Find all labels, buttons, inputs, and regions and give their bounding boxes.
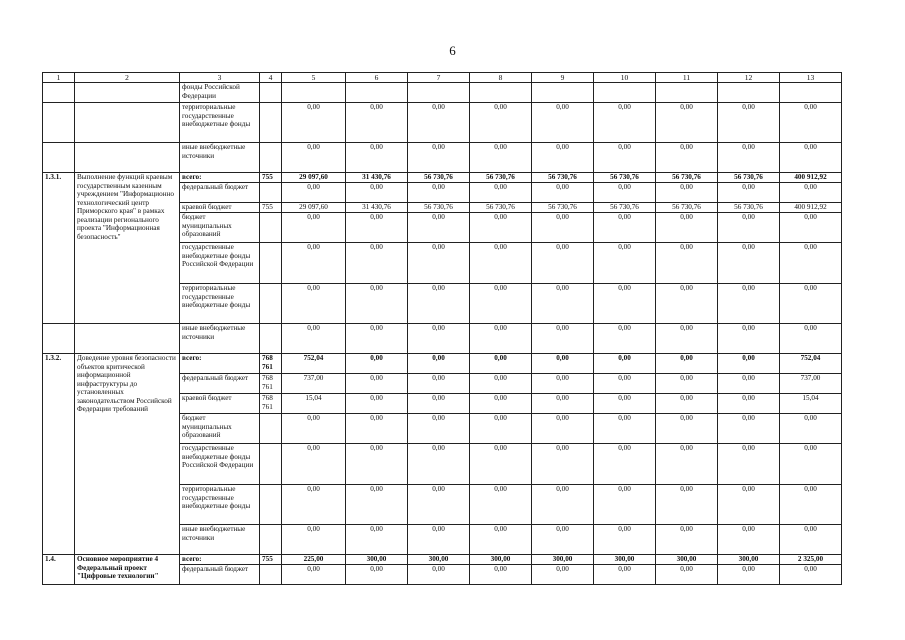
value-cell: 0,00 xyxy=(346,213,408,243)
table-row xyxy=(43,103,842,143)
value-cell: 0,00 xyxy=(656,213,718,243)
value-cell: 300,00 xyxy=(718,555,780,565)
item-number-cell: 1.3.1. xyxy=(43,173,75,324)
value-cell: 0,00 xyxy=(346,485,408,525)
value-cell xyxy=(656,83,718,103)
value-cell: 0,00 xyxy=(532,284,594,324)
value-cell: 0,00 xyxy=(408,183,470,203)
value-cell: 0,00 xyxy=(282,183,346,203)
value-cell: 0,00 xyxy=(532,243,594,284)
value-cell: 0,00 xyxy=(718,213,780,243)
value-cell: 0,00 xyxy=(594,374,656,394)
funding-source-cell: федеральный бюджет xyxy=(180,183,260,203)
value-cell: 0,00 xyxy=(470,183,532,203)
value-cell: 56 730,76 xyxy=(532,203,594,213)
value-cell: 0,00 xyxy=(532,444,594,485)
value-cell: 56 730,76 xyxy=(408,173,470,183)
value-cell: 0,00 xyxy=(408,324,470,354)
value-cell: 0,00 xyxy=(780,444,842,485)
value-cell: 0,00 xyxy=(346,284,408,324)
value-cell: 0,00 xyxy=(282,485,346,525)
value-cell: 0,00 xyxy=(594,183,656,203)
value-cell: 0,00 xyxy=(594,444,656,485)
value-cell: 0,00 xyxy=(656,143,718,173)
value-cell: 0,00 xyxy=(532,213,594,243)
value-cell: 0,00 xyxy=(532,183,594,203)
value-cell: 0,00 xyxy=(282,525,346,555)
value-cell: 0,00 xyxy=(532,103,594,143)
value-cell: 0,00 xyxy=(718,414,780,444)
value-cell: 0,00 xyxy=(718,444,780,485)
value-cell: 0,00 xyxy=(594,565,656,585)
value-cell xyxy=(594,83,656,103)
code-cell: 768 761 xyxy=(260,354,282,374)
funding-source-cell: федеральный бюджет xyxy=(180,374,260,394)
value-cell: 0,00 xyxy=(408,565,470,585)
funding-source-cell: краевой бюджет xyxy=(180,394,260,414)
value-cell: 56 730,76 xyxy=(408,203,470,213)
value-cell: 15,04 xyxy=(780,394,842,414)
value-cell: 0,00 xyxy=(282,324,346,354)
code-cell xyxy=(260,284,282,324)
code-cell: 755 xyxy=(260,173,282,183)
value-cell xyxy=(408,83,470,103)
code-cell xyxy=(260,103,282,143)
value-cell: 0,00 xyxy=(532,525,594,555)
table-row xyxy=(43,324,842,354)
code-cell: 768 761 xyxy=(260,394,282,414)
value-cell: 0,00 xyxy=(470,354,532,374)
value-cell xyxy=(346,83,408,103)
value-cell: 0,00 xyxy=(780,143,842,173)
value-cell: 0,00 xyxy=(346,354,408,374)
value-cell: 0,00 xyxy=(532,354,594,374)
value-cell: 0,00 xyxy=(282,444,346,485)
column-header: 4 xyxy=(260,73,282,83)
value-cell: 737,00 xyxy=(780,374,842,394)
value-cell: 31 430,76 xyxy=(346,203,408,213)
funding-source-cell: территориальные государственные внебюджетные фонды xyxy=(180,485,260,525)
value-cell: 29 097,60 xyxy=(282,173,346,183)
column-header: 7 xyxy=(408,73,470,83)
value-cell: 0,00 xyxy=(346,525,408,555)
code-cell xyxy=(260,83,282,103)
value-cell: 56 730,76 xyxy=(470,203,532,213)
funding-source-cell: фонды Российской Федерации xyxy=(180,83,260,103)
value-cell: 0,00 xyxy=(718,143,780,173)
value-cell: 225,00 xyxy=(282,555,346,565)
value-cell: 0,00 xyxy=(470,374,532,394)
table-row xyxy=(43,555,842,565)
value-cell: 0,00 xyxy=(656,103,718,143)
item-number-cell: 1.4. xyxy=(43,555,75,585)
value-cell: 0,00 xyxy=(594,143,656,173)
column-header: 5 xyxy=(282,73,346,83)
value-cell: 0,00 xyxy=(408,374,470,394)
value-cell: 0,00 xyxy=(656,324,718,354)
item-number-cell xyxy=(43,143,75,173)
value-cell: 0,00 xyxy=(532,143,594,173)
value-cell: 0,00 xyxy=(346,394,408,414)
value-cell: 400 912,92 xyxy=(780,203,842,213)
funding-source-cell: государственные внебюджетные фонды Российской Федерации xyxy=(180,243,260,284)
value-cell: 0,00 xyxy=(780,525,842,555)
value-cell xyxy=(718,83,780,103)
value-cell: 0,00 xyxy=(470,243,532,284)
value-cell: 0,00 xyxy=(282,284,346,324)
value-cell: 0,00 xyxy=(780,485,842,525)
value-cell: 0,00 xyxy=(718,284,780,324)
value-cell: 0,00 xyxy=(346,103,408,143)
value-cell: 0,00 xyxy=(470,485,532,525)
table-row xyxy=(43,354,842,374)
column-header: 9 xyxy=(532,73,594,83)
item-name-cell: Выполнение функций краевым государственным казенным учреждением "Информационно технологический центр Приморского края" в рамках реализации регионального проекта "Информационная безопасность" xyxy=(75,173,180,324)
funding-source-cell: бюджет муниципальных образований xyxy=(180,213,260,243)
value-cell: 300,00 xyxy=(594,555,656,565)
column-header: 2 xyxy=(75,73,180,83)
code-cell: 755 xyxy=(260,555,282,565)
value-cell: 0,00 xyxy=(408,394,470,414)
value-cell: 0,00 xyxy=(780,324,842,354)
funding-source-cell: территориальные государственные внебюджетные фонды xyxy=(180,103,260,143)
code-cell xyxy=(260,444,282,485)
value-cell: 0,00 xyxy=(718,103,780,143)
value-cell: 0,00 xyxy=(408,103,470,143)
value-cell: 300,00 xyxy=(656,555,718,565)
column-header: 12 xyxy=(718,73,780,83)
value-cell: 300,00 xyxy=(408,555,470,565)
value-cell: 0,00 xyxy=(346,143,408,173)
budget-table xyxy=(42,72,842,585)
value-cell: 0,00 xyxy=(594,485,656,525)
value-cell: 0,00 xyxy=(594,243,656,284)
value-cell: 0,00 xyxy=(346,565,408,585)
value-cell: 15,04 xyxy=(282,394,346,414)
table-body xyxy=(43,73,842,585)
value-cell: 56 730,76 xyxy=(718,173,780,183)
value-cell: 0,00 xyxy=(408,284,470,324)
item-name-cell xyxy=(75,103,180,143)
value-cell xyxy=(780,83,842,103)
value-cell: 0,00 xyxy=(594,324,656,354)
value-cell: 0,00 xyxy=(718,394,780,414)
value-cell: 0,00 xyxy=(656,394,718,414)
value-cell: 300,00 xyxy=(532,555,594,565)
value-cell: 0,00 xyxy=(282,414,346,444)
funding-source-cell: федеральный бюджет xyxy=(180,565,260,585)
value-cell: 0,00 xyxy=(780,103,842,143)
value-cell: 0,00 xyxy=(470,525,532,555)
value-cell: 0,00 xyxy=(408,414,470,444)
value-cell: 0,00 xyxy=(470,213,532,243)
value-cell: 0,00 xyxy=(282,103,346,143)
value-cell: 0,00 xyxy=(470,394,532,414)
value-cell: 0,00 xyxy=(408,243,470,284)
value-cell: 0,00 xyxy=(532,324,594,354)
item-name-cell xyxy=(75,83,180,103)
value-cell: 2 325,00 xyxy=(780,555,842,565)
funding-source-cell: всего: xyxy=(180,354,260,374)
value-cell: 0,00 xyxy=(594,354,656,374)
value-cell xyxy=(470,83,532,103)
value-cell: 0,00 xyxy=(656,444,718,485)
value-cell: 56 730,76 xyxy=(594,173,656,183)
value-cell: 0,00 xyxy=(656,354,718,374)
value-cell: 0,00 xyxy=(656,414,718,444)
value-cell: 0,00 xyxy=(470,103,532,143)
value-cell: 56 730,76 xyxy=(532,173,594,183)
value-cell: 737,00 xyxy=(282,374,346,394)
value-cell: 0,00 xyxy=(408,143,470,173)
code-cell xyxy=(260,324,282,354)
value-cell: 0,00 xyxy=(718,183,780,203)
value-cell: 0,00 xyxy=(532,374,594,394)
code-cell xyxy=(260,183,282,203)
value-cell: 0,00 xyxy=(346,324,408,354)
value-cell: 0,00 xyxy=(594,213,656,243)
value-cell: 0,00 xyxy=(470,444,532,485)
value-cell: 0,00 xyxy=(656,183,718,203)
column-header: 6 xyxy=(346,73,408,83)
value-cell xyxy=(532,83,594,103)
funding-source-cell: краевой бюджет xyxy=(180,203,260,213)
item-number-cell xyxy=(43,324,75,354)
value-cell: 0,00 xyxy=(718,243,780,284)
value-cell: 29 097,60 xyxy=(282,203,346,213)
funding-source-cell: государственные внебюджетные фонды Российской Федерации xyxy=(180,444,260,485)
funding-source-cell: бюджет муниципальных образований xyxy=(180,414,260,444)
item-number-cell xyxy=(43,83,75,103)
value-cell: 0,00 xyxy=(532,565,594,585)
value-cell: 0,00 xyxy=(780,183,842,203)
value-cell: 752,04 xyxy=(780,354,842,374)
value-cell: 0,00 xyxy=(408,213,470,243)
column-header: 3 xyxy=(180,73,260,83)
value-cell: 752,04 xyxy=(282,354,346,374)
value-cell: 0,00 xyxy=(656,374,718,394)
value-cell: 0,00 xyxy=(470,565,532,585)
header-row xyxy=(43,73,842,83)
item-name-cell: Доведение уровня безопасности объектов критической информационной инфраструктуры до установленных законодательством Российской Федерации требований xyxy=(75,354,180,555)
item-name-cell xyxy=(75,324,180,354)
value-cell: 0,00 xyxy=(408,485,470,525)
code-cell xyxy=(260,414,282,444)
code-cell xyxy=(260,143,282,173)
value-cell: 300,00 xyxy=(470,555,532,565)
column-header: 1 xyxy=(43,73,75,83)
code-cell xyxy=(260,525,282,555)
value-cell: 0,00 xyxy=(780,243,842,284)
value-cell: 31 430,76 xyxy=(346,173,408,183)
funding-source-cell: иные внебюджетные источники xyxy=(180,324,260,354)
value-cell: 0,00 xyxy=(532,485,594,525)
item-name-cell xyxy=(75,143,180,173)
value-cell: 0,00 xyxy=(780,414,842,444)
value-cell: 0,00 xyxy=(408,525,470,555)
value-cell: 400 912,92 xyxy=(780,173,842,183)
code-cell: 768 761 xyxy=(260,374,282,394)
value-cell: 0,00 xyxy=(346,243,408,284)
value-cell: 0,00 xyxy=(346,183,408,203)
value-cell: 0,00 xyxy=(656,243,718,284)
table-row xyxy=(43,173,842,183)
value-cell: 0,00 xyxy=(594,525,656,555)
code-cell: 755 xyxy=(260,203,282,213)
value-cell: 0,00 xyxy=(656,485,718,525)
funding-source-cell: территориальные государственные внебюджетные фонды xyxy=(180,284,260,324)
column-header: 8 xyxy=(470,73,532,83)
column-header: 10 xyxy=(594,73,656,83)
value-cell: 0,00 xyxy=(532,414,594,444)
value-cell: 56 730,76 xyxy=(470,173,532,183)
code-cell xyxy=(260,243,282,284)
item-number-cell xyxy=(43,103,75,143)
value-cell: 300,00 xyxy=(346,555,408,565)
value-cell: 0,00 xyxy=(594,394,656,414)
value-cell: 0,00 xyxy=(594,284,656,324)
value-cell: 0,00 xyxy=(718,525,780,555)
value-cell: 0,00 xyxy=(718,565,780,585)
table-row xyxy=(43,83,842,103)
item-name-cell: Основное мероприятие 4 Федеральный проект "Цифровые технологии" xyxy=(75,555,180,585)
value-cell: 0,00 xyxy=(282,143,346,173)
value-cell: 0,00 xyxy=(718,324,780,354)
column-header: 11 xyxy=(656,73,718,83)
value-cell: 0,00 xyxy=(780,284,842,324)
value-cell: 0,00 xyxy=(346,374,408,394)
value-cell: 0,00 xyxy=(346,444,408,485)
value-cell: 0,00 xyxy=(656,565,718,585)
page-number: 6 xyxy=(449,43,456,58)
code-cell xyxy=(260,565,282,585)
table-row xyxy=(43,143,842,173)
code-cell xyxy=(260,213,282,243)
value-cell: 0,00 xyxy=(470,324,532,354)
value-cell: 0,00 xyxy=(780,213,842,243)
value-cell: 0,00 xyxy=(470,414,532,444)
value-cell: 0,00 xyxy=(346,414,408,444)
value-cell: 0,00 xyxy=(408,444,470,485)
value-cell: 0,00 xyxy=(594,414,656,444)
value-cell: 0,00 xyxy=(656,525,718,555)
value-cell: 56 730,76 xyxy=(718,203,780,213)
value-cell: 0,00 xyxy=(282,565,346,585)
value-cell: 0,00 xyxy=(470,143,532,173)
code-cell xyxy=(260,485,282,525)
item-number-cell: 1.3.2. xyxy=(43,354,75,555)
funding-source-cell: иные внебюджетные источники xyxy=(180,143,260,173)
value-cell: 0,00 xyxy=(656,284,718,324)
value-cell: 56 730,76 xyxy=(594,203,656,213)
funding-source-cell: всего: xyxy=(180,555,260,565)
value-cell: 0,00 xyxy=(282,243,346,284)
funding-source-cell: всего: xyxy=(180,173,260,183)
value-cell: 0,00 xyxy=(470,284,532,324)
value-cell: 0,00 xyxy=(594,103,656,143)
value-cell: 0,00 xyxy=(532,394,594,414)
value-cell: 0,00 xyxy=(718,485,780,525)
funding-source-cell: иные внебюджетные источники xyxy=(180,525,260,555)
value-cell: 0,00 xyxy=(718,354,780,374)
column-header: 13 xyxy=(780,73,842,83)
value-cell: 0,00 xyxy=(408,354,470,374)
value-cell: 56 730,76 xyxy=(656,203,718,213)
value-cell: 0,00 xyxy=(780,565,842,585)
value-cell xyxy=(282,83,346,103)
value-cell: 56 730,76 xyxy=(656,173,718,183)
value-cell: 0,00 xyxy=(718,374,780,394)
value-cell: 0,00 xyxy=(282,213,346,243)
